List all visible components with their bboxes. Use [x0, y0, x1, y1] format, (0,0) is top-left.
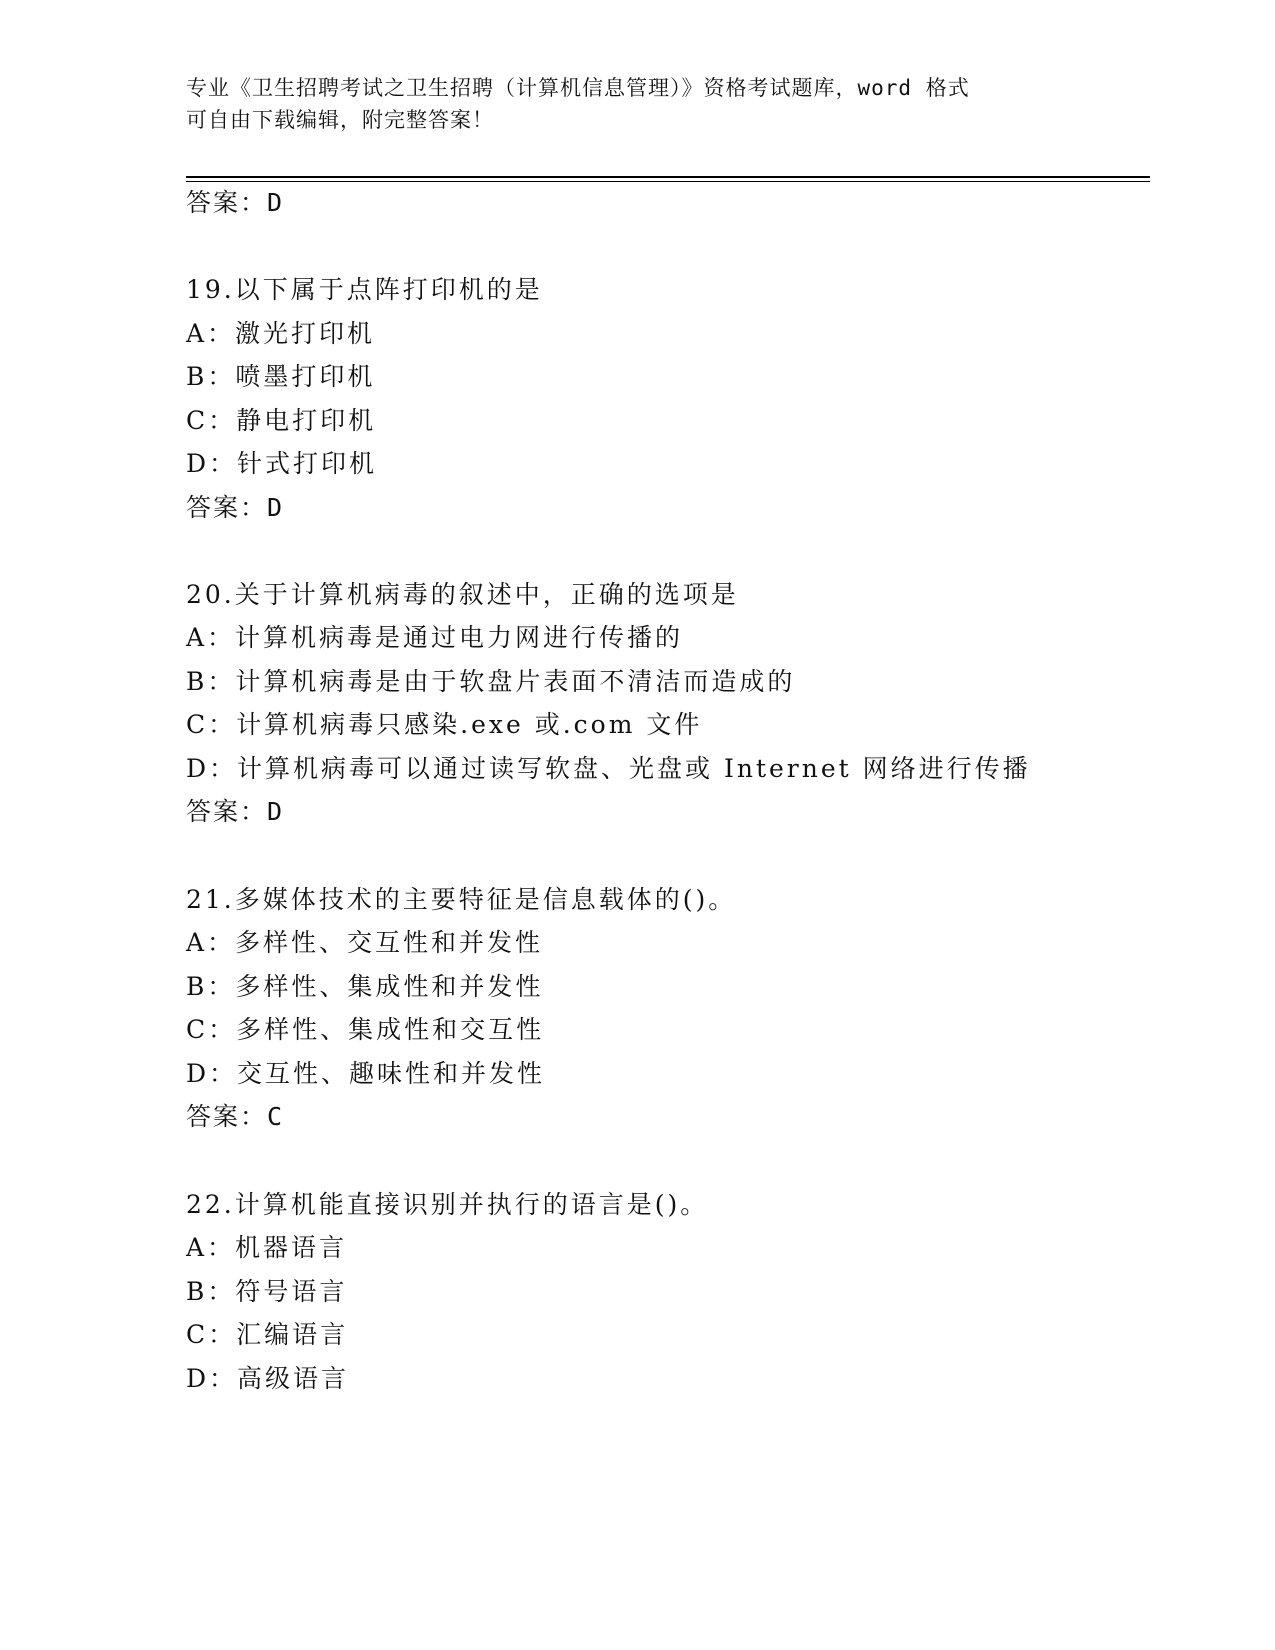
- question-20-option-c: C：计算机病毒只感染.exe 或.com 文件: [186, 710, 703, 739]
- question-22-option-c: C：汇编语言: [186, 1320, 349, 1349]
- question-22-option-b: B：符号语言: [186, 1277, 348, 1306]
- question-19-stem: 19.以下属于点阵打印机的是: [186, 275, 543, 304]
- header-divider-thick: [186, 176, 1150, 178]
- question-21-answer: 答案：C: [186, 1102, 285, 1131]
- question-20-option-b: B：计算机病毒是由于软盘片表面不清洁而造成的: [186, 667, 796, 696]
- question-21-option-a: A：多样性、交互性和并发性: [186, 928, 544, 957]
- question-19-option-d: D：针式打印机: [186, 449, 378, 478]
- header-line-1: 专业《卫生招聘考试之卫生招聘（计算机信息管理）》资格考试题库，word 格式: [186, 76, 970, 100]
- question-20-answer: 答案：D: [186, 797, 285, 826]
- previous-answer: 答案：D: [186, 188, 285, 217]
- question-20-option-d: D：计算机病毒可以通过读写软盘、光盘或 Internet 网络进行传播: [186, 754, 1031, 783]
- question-22-option-d: D：高级语言: [186, 1364, 350, 1393]
- question-21-stem: 21.多媒体技术的主要特征是信息载体的()。: [186, 885, 737, 914]
- question-21-option-c: C：多样性、集成性和交互性: [186, 1015, 545, 1044]
- document-header: [186, 72, 1066, 136]
- question-19-option-b: B：喷墨打印机: [186, 362, 376, 391]
- question-20-option-a: A：计算机病毒是通过电力网进行传播的: [186, 623, 684, 652]
- question-22-stem: 22.计算机能直接识别并执行的语言是()。: [186, 1190, 709, 1219]
- question-22-option-a: A：机器语言: [186, 1233, 348, 1262]
- question-19-option-a: A：激光打印机: [186, 319, 376, 348]
- header-line-2: 可自由下载编辑，附完整答案！: [186, 108, 494, 132]
- question-19-option-c: C：静电打印机: [186, 406, 377, 435]
- question-21-option-b: B：多样性、集成性和并发性: [186, 972, 544, 1001]
- question-21-option-d: D：交互性、趣味性和并发性: [186, 1059, 546, 1088]
- question-19-answer: 答案：D: [186, 493, 285, 522]
- question-20-stem: 20.关于计算机病毒的叙述中，正确的选项是: [186, 580, 739, 609]
- header-divider-thin: [186, 181, 1150, 182]
